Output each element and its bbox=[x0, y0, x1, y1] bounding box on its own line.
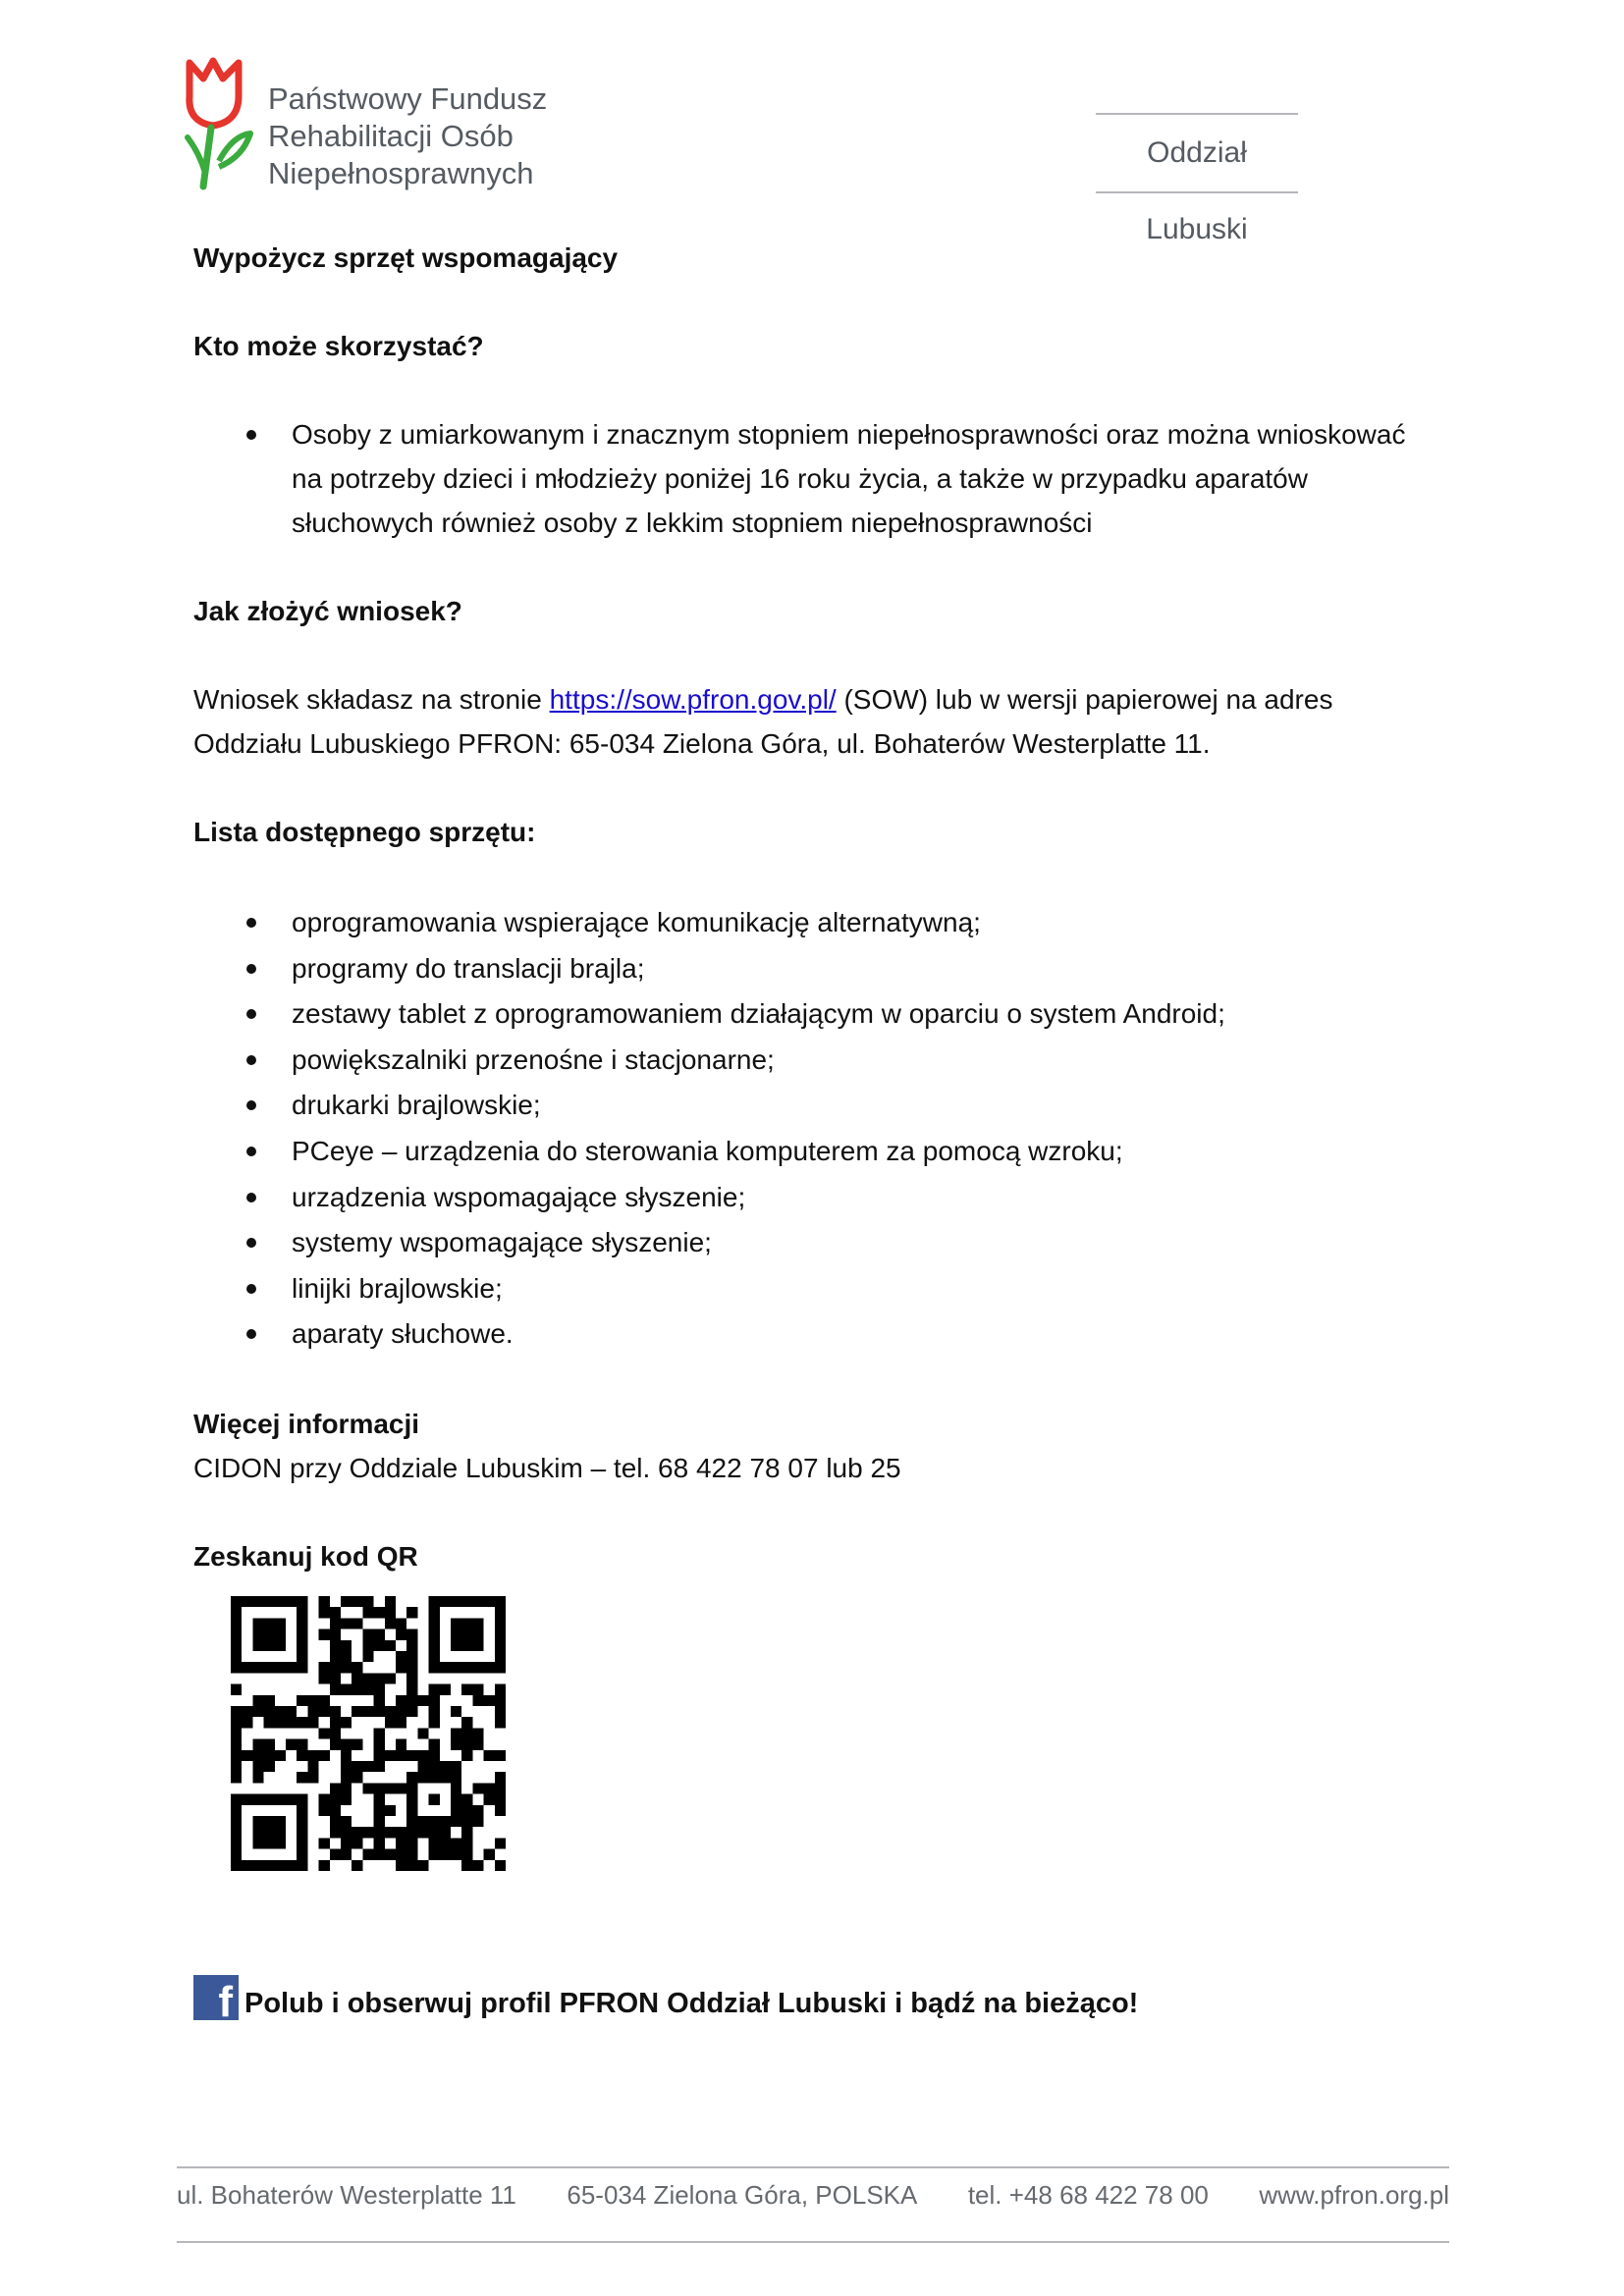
sow-link[interactable]: https://sow.pfron.gov.pl/ bbox=[549, 684, 837, 715]
logo-line-2: Rehabilitacji Osób bbox=[268, 119, 514, 153]
logo-text bbox=[268, 80, 547, 192]
facebook-glyph: f bbox=[218, 1978, 233, 2026]
facebook-text: Polub i obserwuj profil PFRON Oddział Lubuski i bądź na bieżąco! bbox=[244, 1988, 1139, 2019]
footer-address: ul. Bohaterów Westerplatte 11 bbox=[177, 2180, 516, 2210]
footer-bottom-rule bbox=[177, 2241, 1449, 2243]
list-item: oprogramowania wspierające komunikację alternatywną; bbox=[193, 900, 1431, 946]
qr-code-icon[interactable] bbox=[231, 1596, 506, 1871]
facebook-line bbox=[193, 1975, 1139, 2026]
list-item: PCeye – urządzenia do sterowania komputerem za pomocą wzroku; bbox=[193, 1129, 1431, 1175]
who-list bbox=[193, 412, 1431, 545]
equipment-list bbox=[193, 900, 1431, 1358]
branch-label bbox=[1096, 113, 1298, 245]
list-item: aparaty słuchowe. bbox=[193, 1311, 1431, 1358]
document-body bbox=[193, 236, 1431, 1884]
list-item: Osoby z umiarkowanym i znacznym stopniem niepełnosprawności oraz można wnioskować na potrzeby dzieci i młodzieży poniżej 16 roku życia, a także w przypadku aparatów słuchowych również osoby z lekkim stopniem niepełnosprawności bbox=[193, 412, 1431, 545]
more-info-text: CIDON przy Oddziale Lubuskim – tel. 68 422 78 07 lub 25 bbox=[193, 1452, 901, 1483]
footer-website[interactable]: www.pfron.org.pl bbox=[1259, 2180, 1449, 2210]
how-text-before: Wniosek składasz na stronie bbox=[193, 684, 550, 715]
facebook-icon[interactable] bbox=[193, 1975, 239, 2026]
how-heading: Jak złożyć wniosek? bbox=[193, 596, 462, 626]
who-heading: Kto może skorzystać? bbox=[193, 331, 484, 361]
footer-top-rule bbox=[177, 2166, 1449, 2168]
branch-name: Oddział Lubuski bbox=[1146, 136, 1248, 245]
logo-line-3: Niepełnosprawnych bbox=[268, 156, 534, 190]
list-item: powiększalniki przenośne i stacjonarne; bbox=[193, 1038, 1431, 1084]
footer-city: 65-034 Zielona Góra, POLSKA bbox=[567, 2180, 918, 2210]
list-item: zestawy tablet z oprogramowaniem działającym w oparciu o system Android; bbox=[193, 991, 1431, 1038]
list-item: urządzenia wspomagające słyszenie; bbox=[193, 1175, 1431, 1221]
list-item: drukarki brajlowskie; bbox=[193, 1083, 1431, 1129]
list-item: programy do translacji brajla; bbox=[193, 946, 1431, 992]
qr-heading: Zeskanuj kod QR bbox=[193, 1540, 418, 1572]
how-paragraph bbox=[193, 677, 1431, 766]
document-title: Wypożycz sprzęt wspomagający bbox=[193, 242, 619, 273]
more-info-heading: Więcej informacji bbox=[193, 1408, 420, 1439]
list-item: systemy wspomagające słyszenie; bbox=[193, 1220, 1431, 1266]
pfron-logo bbox=[182, 57, 594, 204]
list-item: linijki brajlowskie; bbox=[193, 1266, 1431, 1312]
footer bbox=[177, 2180, 1449, 2211]
tulip-logo-icon bbox=[182, 57, 260, 194]
footer-phone: tel. +48 68 422 78 00 bbox=[967, 2180, 1209, 2210]
how-text-after: (SOW) lub w wersji papierowej na adres Oddziału Lubuskiego PFRON: 65-034 Zielona Góra, ul. Bohaterów Westerplatte 11. bbox=[193, 684, 1333, 759]
logo-line-1: Państwowy Fundusz bbox=[268, 81, 548, 116]
equipment-heading: Lista dostępnego sprzętu: bbox=[193, 817, 536, 847]
